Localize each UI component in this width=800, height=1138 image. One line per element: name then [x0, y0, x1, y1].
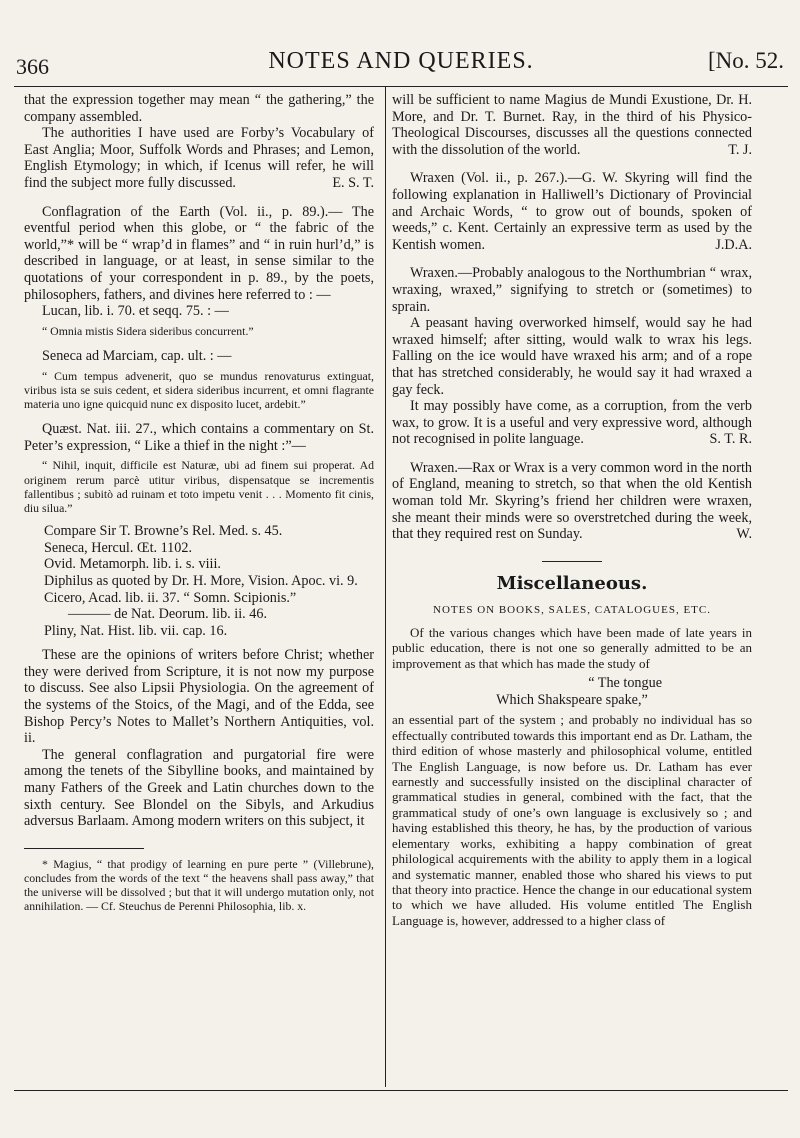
issue-number: [No. 52.: [707, 48, 784, 73]
verse-line: Which Shakspeare spake,”: [496, 691, 648, 708]
paragraph: that the expression together may mean “ the gathering,” the company assembled.: [24, 92, 374, 125]
citation: Cicero, Acad. lib. ii. 37. “ Somn. Scipionis.”: [44, 589, 297, 606]
latin-quote: “ Cum tempus advenerit, quo se mundus renovaturus extinguat, viribus ista se suis cedent, et sidera sideribus incurrent, et omni flagrante materia uno igne quicquid nunc ex disposito lucet, ardebit.”: [24, 368, 374, 411]
citation: Compare Sir T. Browne’s Rel. Med. s. 45.: [44, 523, 283, 540]
citation: Ovid. Metamorph. lib. i. s. viii.: [44, 556, 221, 573]
page-header: [14, 40, 788, 87]
latin-quote: “ Nihil, inquit, difficile est Naturæ, ubi ad finem sui properat. Ad originem rerum parcè utitur viribus, dispensatque se incrementis fallentibus ; subitò ad ruinam et toto impetu venit . . . Momento fit cinis, diu silua.”: [24, 458, 374, 515]
paragraph: The authorities I have used are Forby’s Vocabulary of East Anglia; Moor, Suffolk Words and Phrases; and Lemon, English Etymology; in which, if Icenus will refer, he will find the subject more fully discussed. E. S. T.: [24, 125, 374, 191]
footnote-rule: [24, 848, 144, 849]
paragraph: will be sufficient to name Magius de Mundi Exustione, Dr. H. More, and Dr. T. Burnet. Ray, in the third of his Physico-Theological Discourses, discusses all the questions connected with the dissolution of the world. T. J.: [392, 92, 752, 158]
column-divider: [385, 87, 386, 1087]
citation: Seneca, Hercul. Œt. 1102.: [44, 539, 193, 556]
right-column: [392, 92, 752, 928]
verse-line: “ The tongue: [588, 675, 662, 692]
paragraph: A peasant having overworked himself, would say he had wraxed himself; after sitting, would walk to wrax his legs. Falling on the ice would have wraxed his arm; and of a rope that has stretched considerably, he would say it had wraxed a gay feck.: [392, 315, 752, 398]
paragraph: Conflagration of the Earth (Vol. ii., p. 89.).— The eventful period when this globe, or “ the fabric of the world,”* will be “ wrap’d in flames” and “ in ruin hurl’d,” is described in language, or at least, in sense similar to the quotations of your correspondent in p. 89., by the poets, philosophers, fathers, and divines here referred to : —: [24, 203, 374, 303]
citation: Seneca ad Marciam, cap. ult. : —: [42, 347, 232, 364]
left-column: [24, 92, 374, 914]
citation-list: [24, 523, 374, 639]
citation: Lucan, lib. i. 70. et seqq. 75. : —: [42, 303, 229, 320]
latin-quote: “ Omnia mistis Sidera sideribus concurrent.”: [42, 323, 254, 338]
paragraph: Wraxen (Vol. ii., p. 267.).—G. W. Skyring will find the following explanation in Halliwell’s Dictionary of Provincial and Archaic Words, “ to grow out of bounds, spoken of weeds,” c. Kent. Certainly an expressive term as used by the Kentish women. J.D.A.: [392, 170, 752, 253]
paragraph: Of the various changes which have been made of late years in public education, there is not one so generally admitted to be an improvement as that which has made the study of: [392, 625, 752, 671]
citation: ——— de Nat. Deorum. lib. ii. 46.: [68, 606, 267, 623]
signature: W.: [736, 526, 752, 543]
footnote: * Magius, “ that prodigy of learning en pure perte ” (Villebrune), concludes from the words of the text “ the heavens shall pass away,” that the universe will be dissolved ; but that it will undergo mutation only, not annihilation. — Cf. Steuchus de Perenni Philosophia, lib. x.: [24, 856, 374, 914]
paragraph: It may possibly have come, as a corruption, from the verb wax, to grow. It is a useful and very expressive word, although not recognised in polite language. S. T. R.: [392, 398, 752, 448]
citation: Pliny, Nat. Hist. lib. vii. cap. 16.: [44, 622, 228, 639]
bottom-rule: [14, 1090, 788, 1091]
signature: T. J.: [728, 141, 752, 158]
signature: S. T. R.: [709, 431, 752, 448]
paragraph: Wraxen.—Rax or Wrax is a very common word in the north of England, meaning to stretch, so that when the old Kentish woman told Mr. Skyring’s friend her children were wraxen, she meant their minds were so overstretched during the week, that they required rest on Sunday. W.: [392, 459, 752, 543]
paragraph: Wraxen.—Probably analogous to the Northumbrian “ wrax, wraxing, wraxed,” signifying to stretch or (sometimes) to sprain.: [392, 265, 752, 315]
journal-title: NOTES AND QUERIES.: [268, 48, 534, 74]
signature: E. S. T.: [332, 174, 374, 191]
page: [14, 40, 788, 1126]
paragraph: Quæst. Nat. iii. 27., which contains a commentary on St. Peter’s expression, “ Like a thief in the night :”—: [24, 421, 374, 454]
page-number: 366: [16, 54, 49, 79]
paragraph: The general conflagration and purgatorial fire were among the tenets of the Sibylline books, and maintained by many Fathers of the Greek and Latin churches down to the sixth century. See Blondel on the Sibyls, and Arkudius adversus Barlaam. Among modern writers on this subject, it: [24, 746, 374, 830]
section-heading: Miscellaneous.: [496, 572, 648, 594]
section-subheading: NOTES ON BOOKS, SALES, CATALOGUES, ETC.: [433, 604, 711, 617]
paragraph: These are the opinions of writers before Christ; whether they were derived from Scripture, it is not now my purpose to discuss. See also Lipsii Physiologia. On the agreement of the systems of the Stoics, of the Magi, and of the Edda, see Bishop Percy’s Notes to Mallet’s Northern Antiquities, vol. ii.: [24, 647, 374, 747]
signature: J.D.A.: [715, 236, 752, 253]
citation: Diphilus as quoted by Dr. H. More, Vision. Apoc. vi. 9.: [44, 572, 358, 589]
section-rule: [542, 561, 602, 562]
paragraph: an essential part of the system ; and probably no individual has so effectually contributed towards this important end as Dr. Latham, the third edition of whose masterly and philosophical volume, entitled The English Language, is now before us. Dr. Latham has ever earnestly and successfully insisted on the disciplinal character of grammatical studies in general, combined with the fact, that the grammatical study of one’s own language is exclusively so ; and having established this theory, he has, by the production of various elementary works, exhibiting a happy combination of great philological acquirements with the ability to apply them in a logical and systematic manner, enabled those who shared his views to put that theory into practice. Hence the change in our educational system to which we have alluded. His volume entitled The English Language is, however, addressed to a higher class of: [392, 712, 752, 928]
